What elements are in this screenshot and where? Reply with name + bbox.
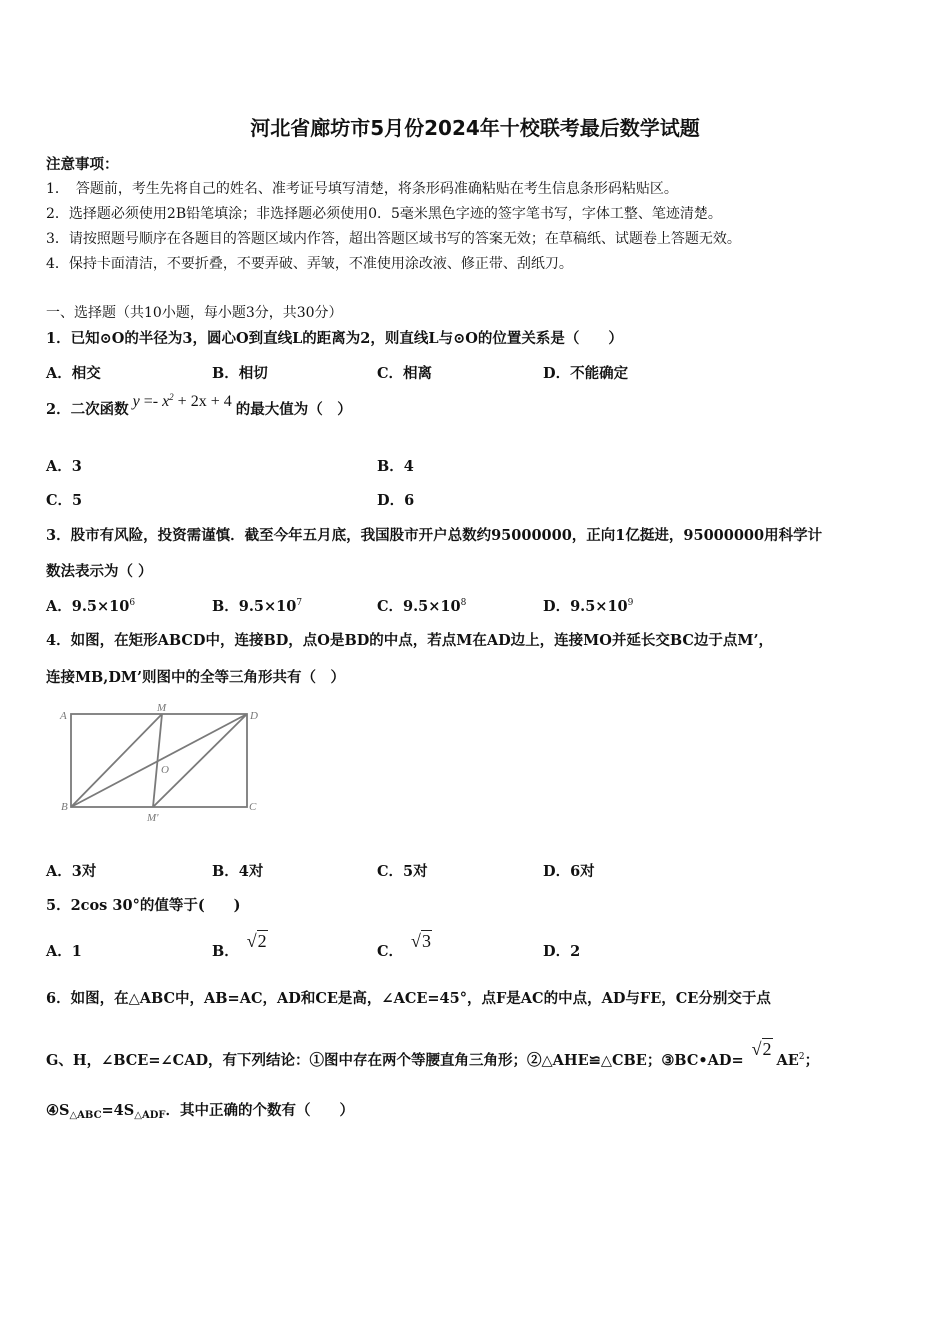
q1-option-c: C．相离	[377, 365, 433, 382]
question-1-stem: 1．已知⊙O的半径为3，圆心O到直线L的距离为2，则直线L与⊙O的位置关系是（ ）	[46, 330, 623, 347]
question-3-stem: 3．股市有风险，投资需谨慎．截至今年五月底，我国股市开户总数约95000000，正向1亿挺进，95000000用科学计	[46, 527, 823, 544]
q2-option-b: B．4	[377, 458, 414, 475]
q4-option-a: A．3对	[46, 863, 97, 880]
q5-option-c: C．√3	[377, 931, 431, 960]
label-c: C	[249, 801, 257, 813]
q5-option-d: D．2	[543, 943, 581, 960]
question-6-stem: 6．如图，在△ABC中，AB=AC，AD和CE是高，∠ACE=45°，点F是AC的中点，AD与FE，CE分别交于点	[46, 990, 771, 1007]
rectangle-figure	[58, 700, 270, 828]
q1-option-b: B．相切	[212, 365, 268, 382]
label-b: B	[61, 801, 68, 813]
q4-option-c: C．5对	[377, 863, 428, 880]
diagonal-bd	[71, 714, 247, 807]
question-6-stem-end: $④S_{\triangle ABC}=4S_{\triangle ADF}$．其中正确的个数有（ ）	[46, 1102, 354, 1121]
question-3-stem-cont: 数法表示为（ ）	[46, 563, 153, 580]
q3-option-d: D．$9.5\times 10^9$	[543, 598, 634, 615]
q1-option-a: A．相交	[46, 365, 101, 382]
sqrt-3: √3	[411, 931, 431, 951]
question-4-stem: 4．如图，在矩形ABCD中，连接BD，点O是BD的中点，若点M在AD边上，连接MO并延长交BC边于点M’，	[46, 632, 773, 649]
q3-option-c: C．$9.5\times 10^8$	[377, 598, 467, 615]
q2-option-d: D．6	[377, 492, 415, 509]
q3-option-a: A．$9.5\times 10^6$	[46, 598, 136, 615]
notice-heading: 注意事项：	[46, 156, 119, 173]
label-m-prime: M'	[147, 812, 159, 824]
q2-option-a: A．3	[46, 458, 82, 475]
notice-item: 1． 答题前，考生先将自己的姓名、准考证号填写清楚，将条形码准确粘贴在考生信息条形码粘贴区。	[46, 181, 678, 197]
label-a: A	[60, 710, 67, 722]
label-o: O	[161, 764, 169, 776]
notice-item: 3．请按照题号顺序在各题目的答题区域内作答，超出答题区域书写的答案无效；在草稿纸、试题卷上答题无效。	[46, 231, 741, 247]
q2-suffix: 的最大值为（ ）	[235, 401, 352, 418]
q1-option-d: D．不能确定	[543, 365, 629, 382]
notice-item: 2．选择题必须使用2B铅笔填涂；非选择题必须使用0．5毫米黑色字迹的签字笔书写，字体工整、笔迹清楚。	[46, 206, 722, 222]
q2-prefix: 2．二次函数	[46, 401, 129, 418]
notice-item: 4．保持卡面清洁，不要折叠，不要弄破、弄皱，不准使用涂改液、修正带、刮纸刀。	[46, 256, 573, 272]
question-4-stem-cont: 连接MB,DM’则图中的全等三角形共有（ ）	[46, 669, 346, 686]
sqrt-2: √2	[246, 931, 267, 951]
sqrt-2-inline: √2	[751, 1039, 772, 1059]
question-5-stem: 5．2cos 30°的值等于( )	[46, 897, 241, 914]
q4-option-b: B．4对	[212, 863, 264, 880]
q2-formula: $y =- x^2 + 2x + 4$	[132, 392, 232, 410]
question-2-stem	[46, 392, 352, 419]
segment-dm	[153, 714, 247, 807]
section-heading: 一、选择题（共10小题，每小题3分，共30分）	[46, 305, 343, 321]
q3-option-b: B．$9.5\times 10^7$	[212, 598, 303, 615]
label-m: M	[157, 702, 167, 714]
q5-option-a: A．1	[46, 943, 82, 960]
label-d: D	[250, 710, 258, 722]
segment-mb	[71, 714, 162, 807]
page-title: 河北省廊坊市5月份2024年十校联考最后数学试题	[250, 116, 700, 140]
q4-option-d: D．6对	[543, 863, 595, 880]
q5-option-b: B．√2	[212, 931, 267, 960]
q2-option-c: C．5	[46, 492, 83, 509]
question-6-stem-cont: G、H，∠BCE=∠CAD，有下列结论：①图中存在两个等腰直角三角形；②△AHE≌△CBE；$③BC•AD=√2AE^2$；	[46, 1039, 820, 1069]
